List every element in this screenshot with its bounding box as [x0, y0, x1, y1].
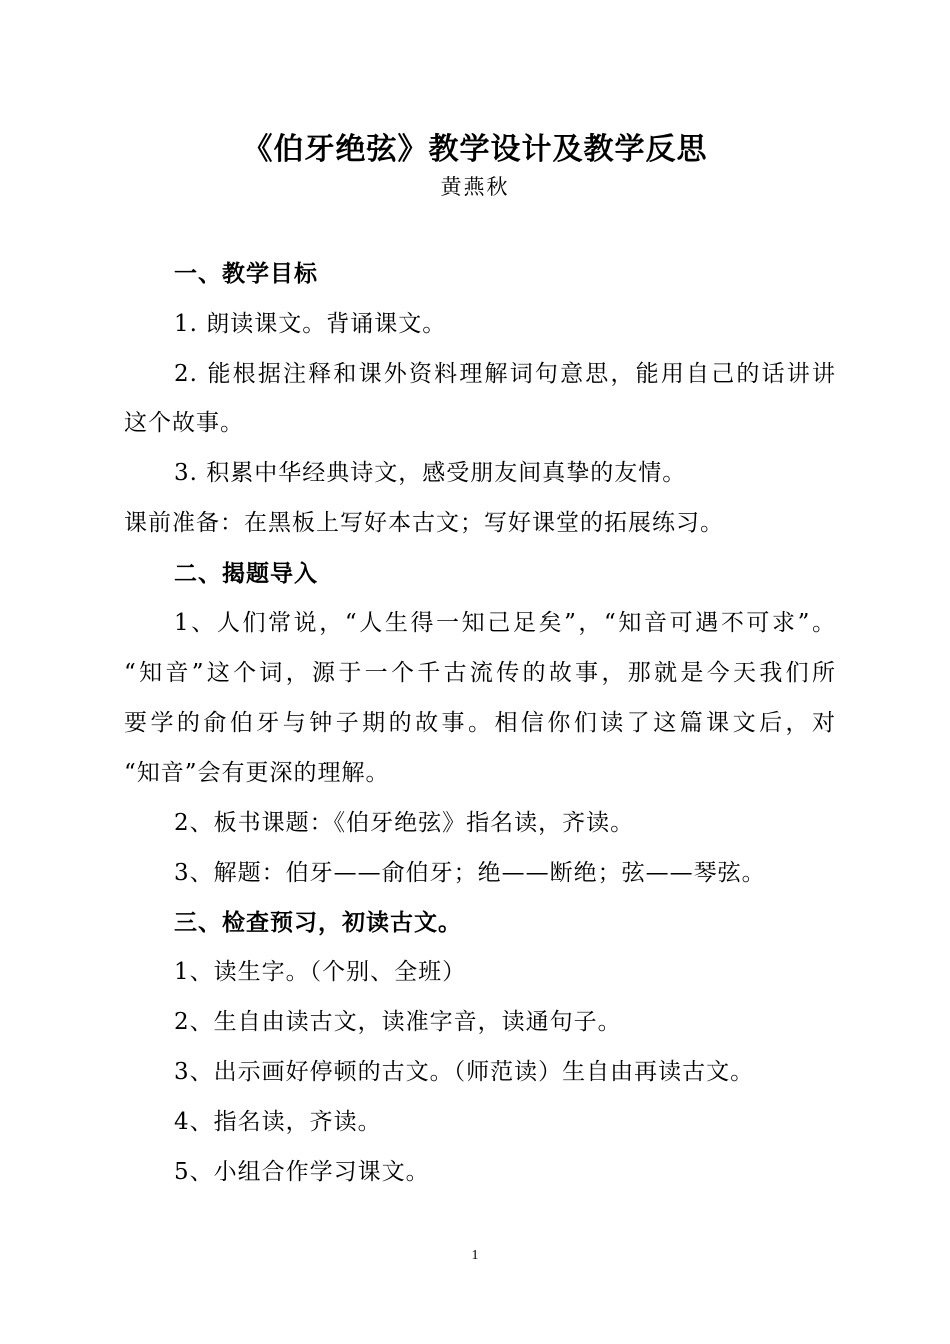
preparation-paragraph: 课前准备：在黑板上写好本古文；写好课堂的拓展练习。 — [124, 510, 724, 536]
objective-item-1: 1. 朗读课文。背诵课文。 — [174, 311, 447, 337]
introduction-item-1: 1、人们常说，“人生得一知己足矣”，“知音可遇不可求”。 — [174, 610, 836, 636]
section-heading-preview: 三、检查预习，初读古文。 — [174, 910, 462, 936]
preview-item-5: 5、小组合作学习课文。 — [174, 1159, 430, 1185]
preview-item-2: 2、生自由读古文，读准字音，读通句子。 — [174, 1009, 622, 1035]
introduction-item-3: 3、解题：伯牙——俞伯牙；绝——断绝；弦——琴弦。 — [174, 860, 766, 886]
document-title: 《伯牙绝弦》教学设计及教学反思 — [242, 132, 708, 167]
page-number: 1 — [471, 1248, 479, 1263]
preview-item-4: 4、指名读，齐读。 — [174, 1109, 382, 1135]
objective-item-3: 3. 积累中华经典诗文，感受朋友间真挚的友情。 — [174, 460, 687, 486]
introduction-item-1-line-3: 要学的俞伯牙与钟子期的故事。相信你们读了这篇课文后，对 — [124, 710, 836, 736]
preview-item-1: 1、读生字。（个别、全班） — [174, 959, 467, 985]
objective-item-2: 2. 能根据注释和课外资料理解词句意思，能用自己的话讲讲 — [174, 361, 836, 387]
introduction-item-1-line-2: “知音”这个词，源于一个千古流传的故事，那就是今天我们所 — [124, 660, 836, 686]
introduction-item-2: 2、板书课题：《伯牙绝弦》指名读，齐读。 — [174, 810, 635, 836]
preview-item-3: 3、出示画好停顿的古文。（师范读）生自由再读古文。 — [174, 1059, 755, 1085]
section-heading-introduction: 二、揭题导入 — [174, 561, 318, 587]
introduction-item-1-line-4: “知音”会有更深的理解。 — [124, 760, 390, 786]
section-heading-objectives: 一、教学目标 — [174, 261, 318, 287]
document-author: 黄燕秋 — [440, 175, 510, 199]
objective-item-2-continued: 这个故事。 — [124, 410, 244, 436]
